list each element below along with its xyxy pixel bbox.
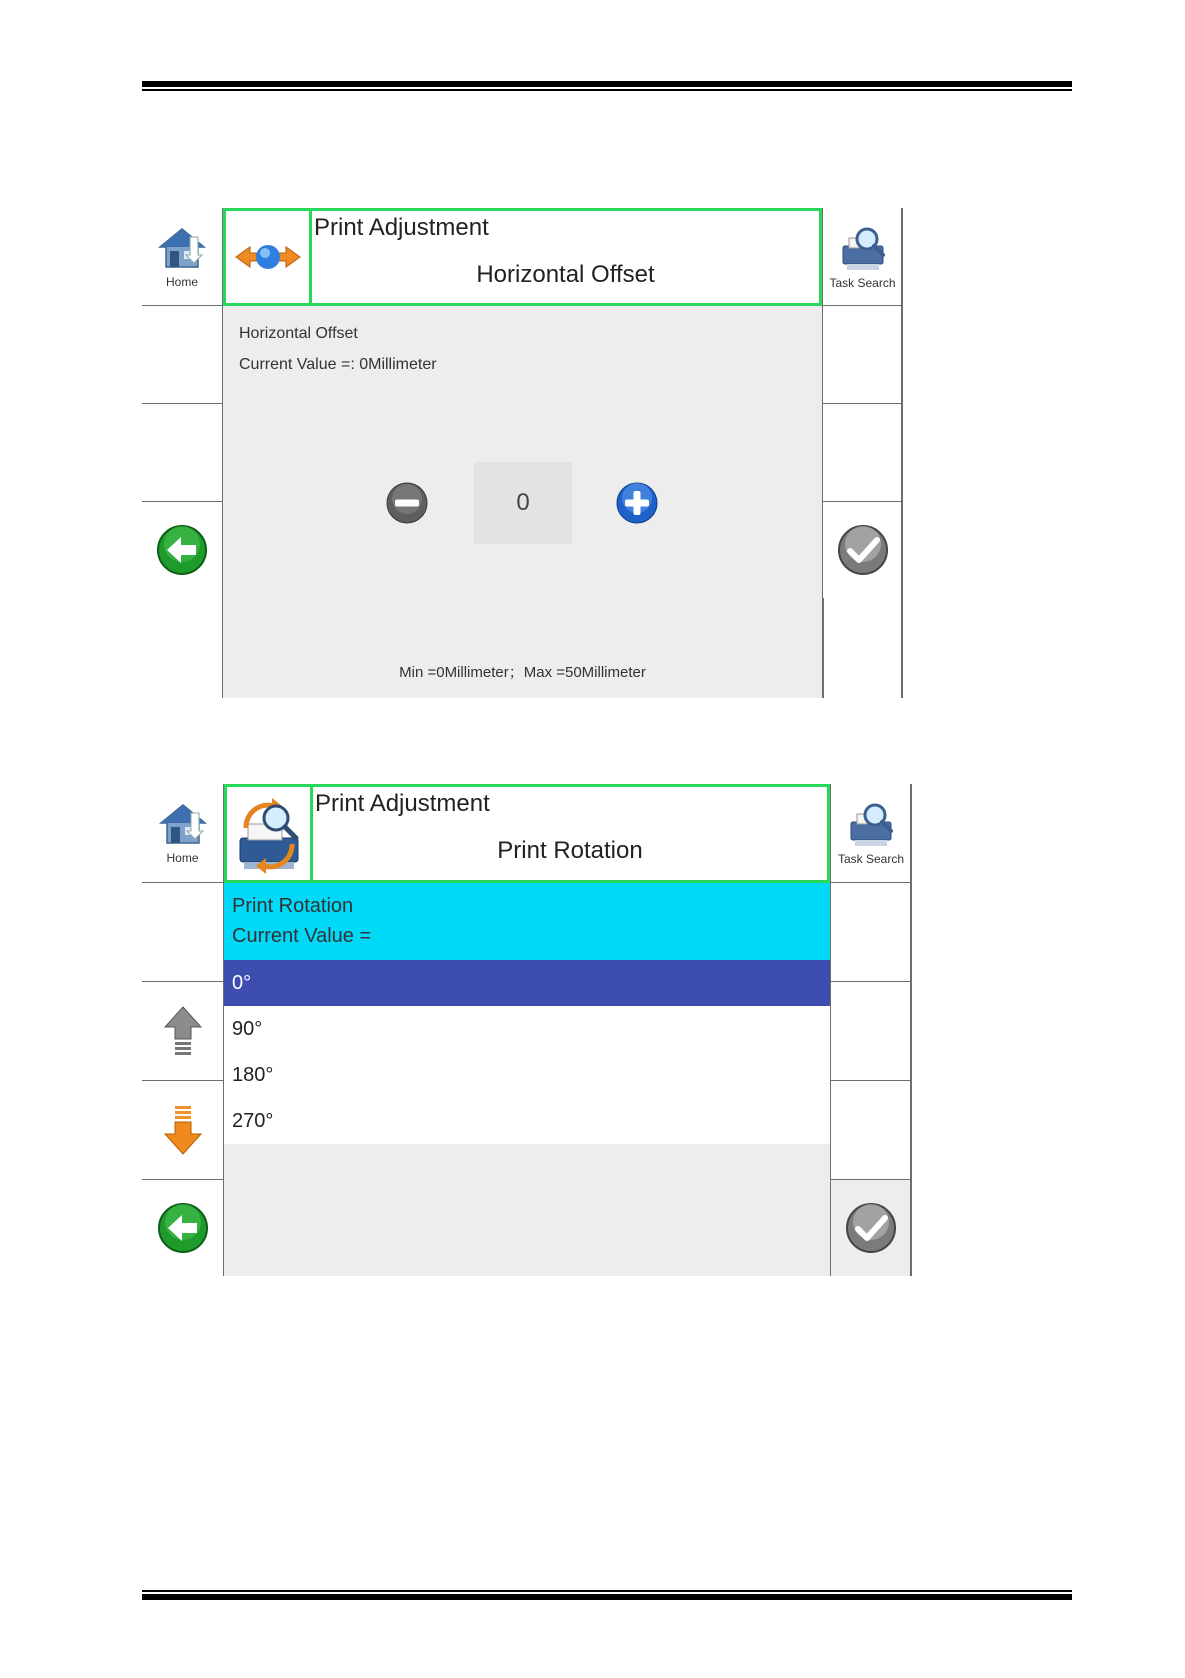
page-title: Print Adjustment [315,790,490,817]
header-icon-cell [226,211,312,303]
right-slot-3 [831,1081,911,1180]
screen-header [224,784,830,883]
checkmark-icon [837,524,889,576]
decrement-button[interactable] [386,482,428,524]
up-arrow-icon [163,1005,203,1057]
range-text: Min =0Millimeter；Max =50Millimeter [399,664,646,681]
right-slot-2 [823,404,902,502]
right-slot-2 [831,982,911,1081]
right-slot-1 [831,883,911,982]
scroll-down-button[interactable] [142,1081,223,1180]
page-title: Print Adjustment [314,214,489,241]
home-button[interactable] [142,784,223,883]
left-slot-1 [142,883,223,982]
back-arrow-icon [157,1202,209,1254]
print-rotation-icon [234,794,304,874]
list-header [224,883,830,960]
current-value-text: Current Value = [232,925,372,947]
task-search-icon [837,224,889,274]
parameter-name: Print Rotation [232,895,354,917]
plus-icon [616,482,658,524]
bottom-page-rule [142,1590,1072,1600]
minus-icon [386,482,428,524]
page-subtitle: Print Rotation [497,837,643,864]
right-slot-1 [823,306,902,404]
screen-header [223,208,822,306]
page-subtitle: Horizontal Offset [476,261,655,288]
outer-right-border [910,784,912,1276]
back-arrow-icon [156,524,208,576]
back-button[interactable] [142,1180,223,1276]
parameter-name: Horizontal Offset [239,325,358,342]
increment-button[interactable] [616,482,658,524]
header-text-area [312,211,819,303]
task-search-icon [845,800,897,850]
home-label: Home [165,274,198,289]
content-area [223,306,822,698]
left-slot-1 [142,306,222,404]
print-rotation-screen [142,784,911,1276]
horizontal-offset-screen [142,208,902,698]
scroll-up-button[interactable] [142,982,223,1081]
task-search-button[interactable] [823,208,902,306]
back-button[interactable] [142,502,222,598]
horizontal-arrows-icon [234,240,302,274]
current-value-text: Current Value =: 0Millimeter [239,356,437,373]
header-text-area [313,787,827,880]
list-item-0deg[interactable]: 0° [224,960,830,1006]
stepper-value[interactable]: 0 [474,462,572,544]
home-button[interactable] [142,208,222,306]
home-icon [157,801,209,849]
checkmark-icon [845,1202,897,1254]
content-area [224,883,830,1276]
confirm-button[interactable] [831,1180,911,1276]
task-search-label: Task Search [829,275,896,290]
confirm-button[interactable] [823,502,902,598]
top-page-rule [142,81,1072,91]
list-item-270deg[interactable]: 270° [224,1098,830,1144]
left-slot-2 [142,404,222,502]
list-item-90deg[interactable]: 90° [224,1006,830,1052]
home-label: Home [166,851,199,865]
task-search-button[interactable] [831,784,911,883]
home-icon [156,225,208,273]
task-search-label: Task Search [837,852,905,866]
outer-right-border [901,208,903,698]
list-item-180deg[interactable]: 180° [224,1052,830,1098]
header-icon-cell [227,787,313,880]
down-arrow-icon [163,1104,203,1156]
